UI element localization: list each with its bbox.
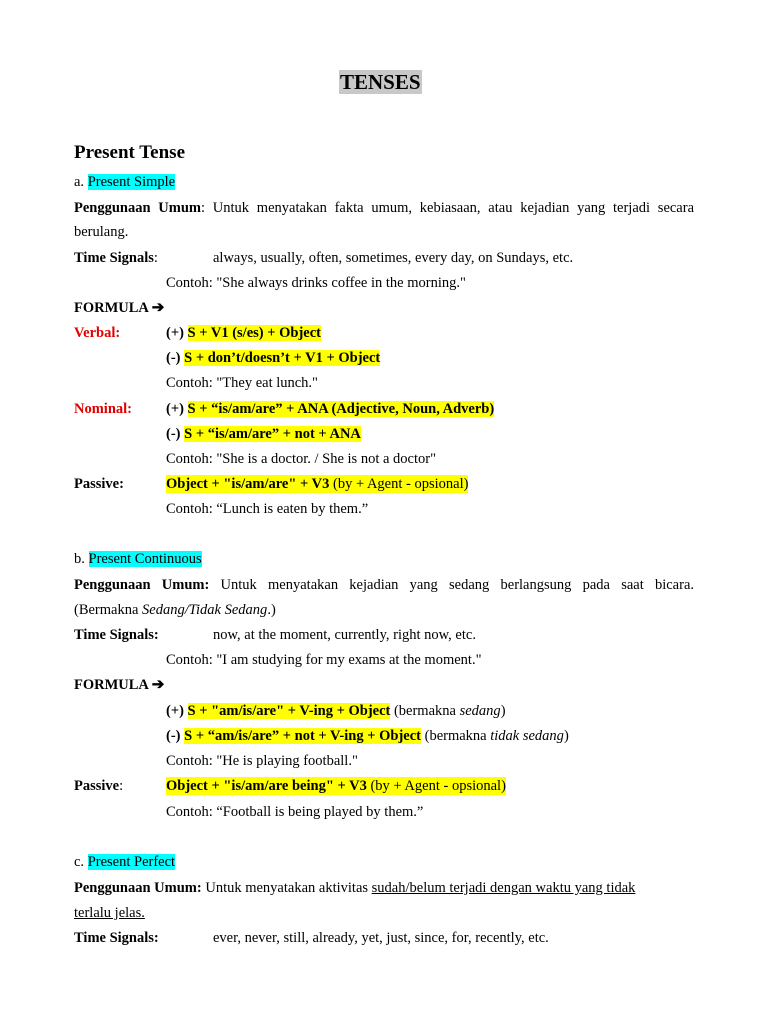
example-line [166,651,482,669]
example-line [166,450,436,468]
negative-sign: (-) [166,728,181,744]
time-signals-row [74,929,159,947]
subsection-letter: b. [74,551,85,567]
usage-text: Untuk menyatakan fakta umum, kebiasaan, atau kejadian yang terjadi secara [212,200,695,216]
subsection-letter: c. [74,854,85,870]
passive-label: Passive [74,778,120,794]
continuous-positive [166,702,506,720]
example-label: Contoh: [166,501,213,517]
usage-label: Penggunaan Umum [74,880,197,896]
passive-row [74,777,123,795]
formula-heading [74,299,164,317]
example-text: "He is playing football." [216,753,358,769]
arrow-right-icon: ➔ [151,300,165,316]
usage-label: Penggunaan Umum [74,200,201,216]
verbal-negative [166,349,380,367]
formula-note-emphasis: sedang [459,703,501,719]
negative-sign: (-) [166,426,181,442]
example-line [166,752,358,770]
time-signals-label: Time Signals [74,930,154,946]
subsection-present-perfect [74,853,175,871]
colon: : [153,930,159,946]
passive-formula [166,475,468,493]
usage-label: Penggunaan Umum [74,577,205,593]
usage-text: .) [267,602,276,618]
usage-emphasis: Sedang/Tidak Sedang [142,602,268,618]
subsection-present-continuous [74,550,202,568]
positive-sign: (+) [166,703,184,719]
subsection-title: Present Perfect [87,854,176,870]
usage-underlined-cont: terlalu jelas. [74,905,145,921]
time-signals-row [74,626,159,644]
usage-underlined: sudah/belum terjadi dengan waktu yang tidak [371,880,636,896]
example-label: Contoh: [166,652,213,668]
formula-text: S + “is/am/are” + not + ANA [184,426,361,442]
example-line [166,803,423,821]
formula-note: ) [563,728,569,744]
colon: : [201,200,206,216]
colon: : [196,880,202,896]
formula-note: (bermakna [390,703,460,719]
nominal-positive [166,400,494,418]
formula-text: Object + "is/am/are being" + V3 [166,778,367,794]
usage-line [74,879,635,897]
example-text: “Football is being played by them.” [216,804,424,820]
nominal-label: Nominal: [74,401,132,417]
usage-text: Untuk menyatakan kejadian yang sedang berlangsung pada saat bicara. [220,577,695,593]
arrow-right-icon: ➔ [151,677,165,693]
formula-text: S + "am/is/are" + V-ing + Object [187,703,391,719]
example-text: "She is a doctor. / She is not a doctor" [216,451,437,467]
subsection-title: Present Simple [87,174,176,190]
example-label: Contoh: [166,753,213,769]
time-signals-label: Time Signals [74,250,154,266]
time-signals-label: Time Signals [74,627,154,643]
colon: : [153,250,158,266]
positive-sign: (+) [166,325,184,341]
verbal-positive [166,324,321,342]
passive-label: Passive: [74,476,124,492]
document-title: TENSES [340,70,421,94]
formula-suffix: (by + Agent - opsional) [366,778,506,794]
usage-text: (Bermakna [74,602,143,618]
formula-note: ) [500,703,506,719]
section-heading: Present Tense [74,142,186,163]
formula-text: Object + "is/am/are" + V3 [166,476,330,492]
example-label: Contoh: [166,275,213,291]
example-line [166,500,368,518]
negative-sign: (-) [166,350,181,366]
time-signals-value: ever, never, still, already, yet, just, since, for, recently, etc. [213,930,549,946]
colon: : [119,778,124,794]
formula-text: S + don’t/doesn’t + V1 + Object [184,350,381,366]
usage-line [74,576,694,594]
formula-note: (bermakna [420,728,491,744]
usage-line [74,199,694,217]
passive-formula [166,777,506,795]
usage-text-cont: berulang. [74,224,129,240]
example-text: “Lunch is eaten by them.” [216,501,369,517]
example-text: "They eat lunch." [216,375,318,391]
nominal-negative [166,425,361,443]
formula-suffix: (by + Agent - opsional) [329,476,469,492]
example-text: "She always drinks coffee in the morning." [216,275,466,291]
usage-text-cont [74,601,276,619]
formula-text: S + “am/is/are” + not + V-ing + Object [184,728,421,744]
formula-note-emphasis: tidak sedang [490,728,564,744]
formula-label: FORMULA [74,677,149,693]
subsection-letter: a. [74,174,85,190]
subsection-title: Present Continuous [88,551,202,567]
example-line [166,274,466,292]
verbal-label: Verbal: [74,325,121,341]
formula-label: FORMULA [74,300,149,316]
formula-heading [74,676,164,694]
subsection-present-simple [74,173,175,191]
time-signals-value: now, at the moment, currently, right now, etc. [213,627,476,643]
example-line [166,374,318,392]
example-label: Contoh: [166,375,213,391]
formula-text: S + V1 (s/es) + Object [187,325,321,341]
usage-text: Untuk menyatakan aktivitas [205,880,372,896]
colon: : [204,577,210,593]
positive-sign: (+) [166,401,184,417]
example-label: Contoh: [166,451,213,467]
continuous-negative [166,727,569,745]
colon: : [153,627,159,643]
formula-text: S + “is/am/are” + ANA (Adjective, Noun, Adverb) [187,401,495,417]
example-label: Contoh: [166,804,213,820]
example-text: "I am studying for my exams at the moment." [216,652,482,668]
time-signals-row [74,249,158,267]
time-signals-value: always, usually, often, sometimes, every day, on Sundays, etc. [213,250,574,266]
